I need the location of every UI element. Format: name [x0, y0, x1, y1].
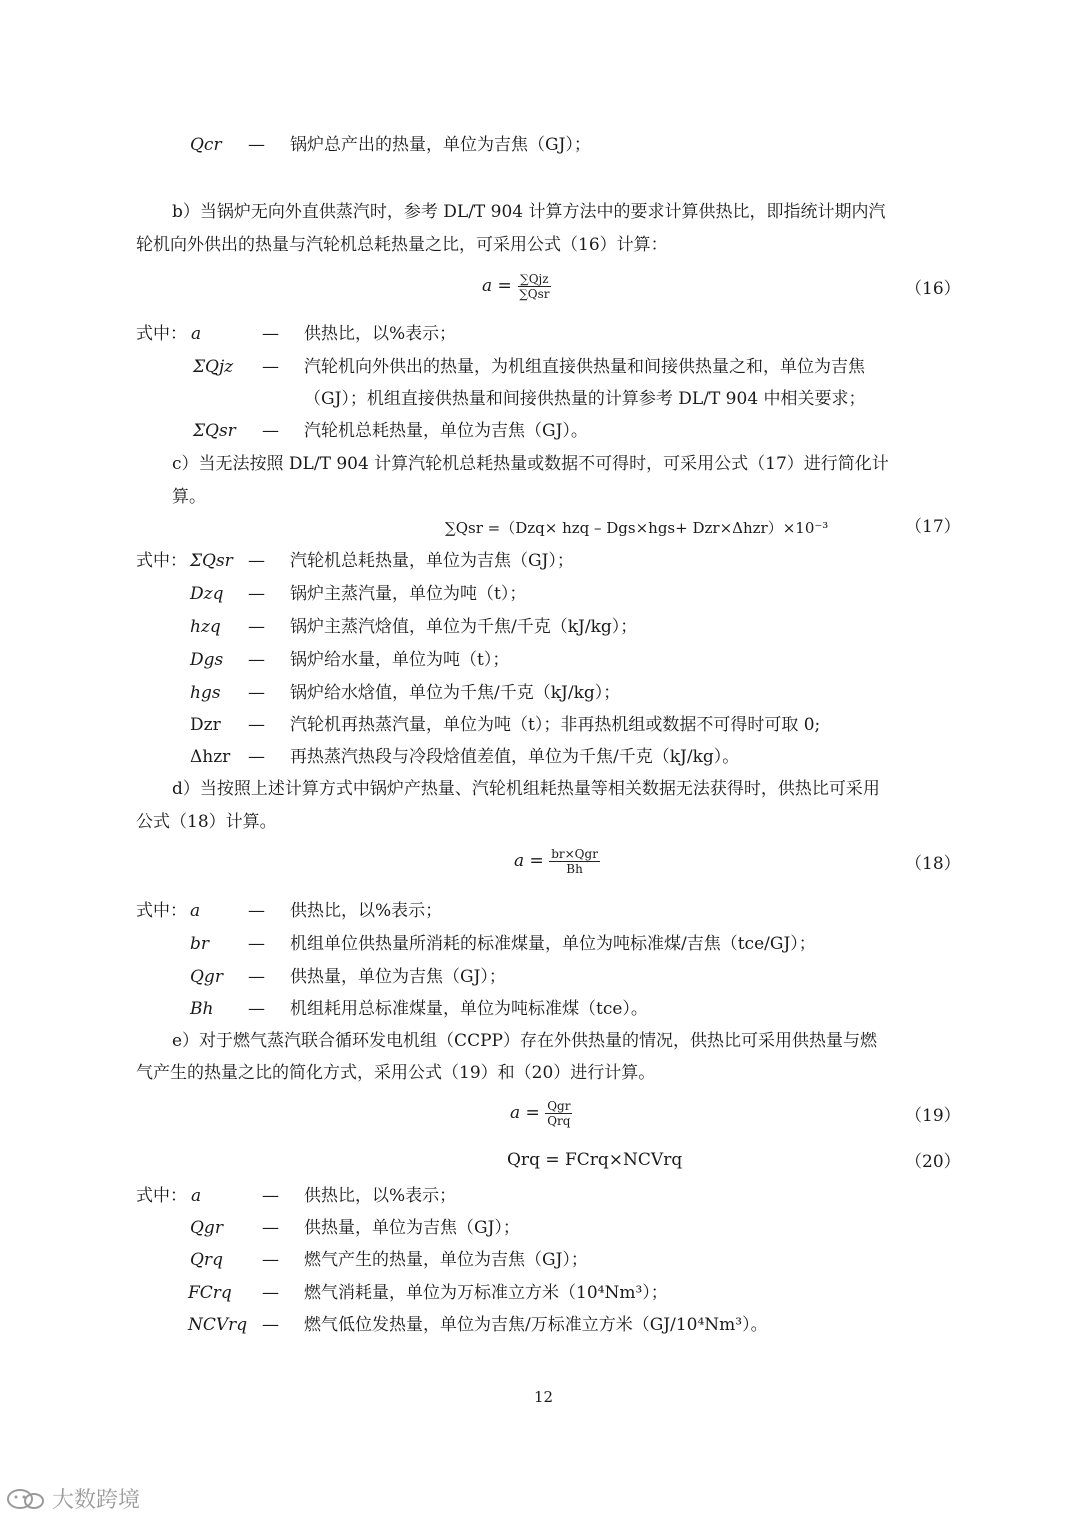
definition-qcr: 锅炉总产出的热量，单位为吉焦（GJ）； — [290, 135, 591, 155]
dash: — — [248, 967, 265, 987]
definition-qgr: 供热量，单位为吉焦（GJ）； — [290, 967, 506, 987]
symbol-br: br — [190, 934, 210, 954]
symbol-hgs: hgs — [190, 683, 221, 703]
dash: — — [262, 1218, 279, 1238]
where-label: 式中： — [136, 551, 187, 571]
eq18-numerator: br×Qgr — [551, 847, 598, 861]
dash: — — [248, 901, 265, 921]
eq18-lhs: a = — [514, 851, 544, 871]
symbol-qrq: Qrq — [190, 1250, 223, 1270]
para-e-line1: e）对于燃气蒸汽联合循环发电机组（CCPP）存在外供热量的情况，供热比可采用供热量与燃 — [172, 1031, 877, 1051]
symbol-fcrq: FCrq — [188, 1283, 232, 1303]
definition-dgs: 锅炉给水量，单位为吨（t）； — [290, 650, 510, 670]
equation-16 — [482, 272, 552, 301]
para-b-line2: 轮机向外供出的热量与汽轮机总耗热量之比，可采用公式（16）计算： — [136, 235, 668, 255]
equation-17: ∑Qsr =（Dzq× hzq – Dgs×hgs+ Dzr×Δhzr）×10⁻³ — [445, 519, 829, 537]
equation-20: Qrq = FCrq×NCVrq — [507, 1150, 683, 1170]
definition-dzr: 汽轮机再热蒸汽量，单位为吨（t）；非再热机组或数据不可得时可取 0; — [290, 715, 821, 735]
equation-number-17: （17） — [905, 517, 961, 537]
watermark — [6, 1483, 140, 1514]
symbol-a: a — [191, 1186, 202, 1206]
symbol-qcr: Qcr — [190, 135, 222, 155]
definition-hzq: 锅炉主蒸汽焓值，单位为千焦/千克（kJ/kg）； — [290, 617, 638, 637]
symbol-a: a — [191, 324, 202, 344]
dash: — — [248, 617, 265, 637]
symbol-dzq: Dzq — [190, 584, 224, 604]
eq19-numerator: Qgr — [547, 1099, 571, 1113]
equation-19 — [510, 1099, 572, 1128]
definition-sum-qsr: 汽轮机总耗热量，单位为吉焦（GJ）。 — [304, 421, 588, 441]
symbol-hzq: hzq — [190, 617, 221, 637]
para-c-line1: c）当无法按照 DL/T 904 计算汽轮机总耗热量或数据不可得时，可采用公式（17）进行简化计 — [172, 454, 889, 474]
para-b-line1: b）当锅炉无向外直供蒸汽时，参考 DL/T 904 计算方法中的要求计算供热比，即指统计期内汽 — [172, 202, 886, 222]
symbol-sum-qsr: ΣQsr — [193, 421, 236, 441]
definition-sum-qsr: 汽轮机总耗热量，单位为吉焦（GJ）； — [290, 551, 574, 571]
dash: — — [262, 1315, 279, 1335]
dash: — — [248, 584, 265, 604]
eq19-lhs: a = — [510, 1103, 540, 1123]
definition-a: 供热比，以%表示； — [304, 324, 457, 344]
para-e-line2: 气产生的热量之比的简化方式，采用公式（19）和（20）进行计算。 — [136, 1063, 656, 1083]
definition-delta-hzr: 再热蒸汽热段与冷段焓值差值，单位为千焦/千克（kJ/kg）。 — [290, 747, 740, 767]
symbol-dzr: Dzr — [190, 715, 221, 735]
equation-number-19: （19） — [905, 1106, 961, 1126]
symbol-sum-qsr: ΣQsr — [190, 551, 233, 571]
definition-a: 供热比，以%表示； — [290, 901, 443, 921]
symbol-bh: Bh — [190, 999, 214, 1019]
dash: — — [262, 421, 279, 441]
symbol-ncvrq: NCVrq — [188, 1315, 248, 1335]
definition-hgs: 锅炉给水焓值，单位为千焦/千克（kJ/kg）； — [290, 683, 621, 703]
definition-bh: 机组耗用总标准煤量，单位为吨标准煤（tce）。 — [290, 999, 648, 1019]
eq19-denominator: Qrq — [547, 1114, 571, 1128]
para-c-line2: 算。 — [172, 487, 206, 507]
dash: — — [248, 999, 265, 1019]
where-label: 式中： — [136, 901, 187, 921]
definition-sum-qjz-cont: （GJ）；机组直接供热量和间接供热量的计算参考 DL/T 904 中相关要求； — [304, 389, 866, 409]
wechat-logo-icon — [6, 1488, 46, 1510]
eq18-denominator: Bh — [566, 862, 583, 876]
equation-18 — [514, 847, 600, 876]
definition-ncvrq: 燃气低位发热量，单位为吉焦/万标准立方米（GJ/10⁴Nm³）。 — [304, 1315, 768, 1335]
dash: — — [248, 683, 265, 703]
eq16-denominator: ∑Qsr — [519, 287, 550, 301]
definition-a: 供热比，以%表示； — [304, 1186, 457, 1206]
symbol-dgs: Dgs — [190, 650, 224, 670]
equation-number-20: （20） — [905, 1152, 961, 1172]
definition-fcrq: 燃气消耗量，单位为万标准立方米（10⁴Nm³）； — [304, 1283, 668, 1303]
dash: — — [262, 1250, 279, 1270]
dash: — — [262, 1283, 279, 1303]
para-d-line2: 公式（18）计算。 — [136, 812, 277, 832]
equation-number-16: （16） — [905, 279, 961, 299]
watermark-text: 大数跨境 — [52, 1488, 141, 1513]
para-d-line1: d）当按照上述计算方式中锅炉产热量、汽轮机组耗热量等相关数据无法获得时，供热比可采用 — [172, 779, 880, 799]
where-label: 式中： — [136, 324, 187, 344]
definition-qrq: 燃气产生的热量，单位为吉焦（GJ）； — [304, 1250, 588, 1270]
dash: — — [262, 1186, 279, 1206]
dash: — — [248, 934, 265, 954]
definition-dzq: 锅炉主蒸汽量，单位为吨（t）； — [290, 584, 527, 604]
page-number: 12 — [534, 1388, 554, 1406]
definition-qgr: 供热量，单位为吉焦（GJ）； — [304, 1218, 520, 1238]
symbol-sum-qjz: ΣQjz — [193, 357, 234, 377]
definition-sum-qjz: 汽轮机向外供出的热量，为机组直接供热量和间接供热量之和，单位为吉焦 — [304, 357, 865, 377]
symbol-qgr: Qgr — [190, 967, 223, 987]
dash: — — [262, 324, 279, 344]
dash: — — [248, 135, 265, 155]
symbol-a: a — [190, 901, 201, 921]
symbol-delta-hzr: Δhzr — [190, 747, 231, 767]
symbol-qgr: Qgr — [190, 1218, 223, 1238]
dash: — — [248, 747, 265, 767]
definition-br: 机组单位供热量所消耗的标准煤量，单位为吨标准煤/吉焦（tce/GJ）； — [290, 934, 816, 954]
eq16-numerator: ∑Qjz — [520, 272, 549, 286]
where-label: 式中： — [136, 1186, 187, 1206]
dash: — — [248, 715, 265, 735]
dash: — — [262, 357, 279, 377]
dash: — — [248, 551, 265, 571]
dash: — — [248, 650, 265, 670]
equation-number-18: （18） — [905, 854, 961, 874]
eq16-lhs: a = — [482, 276, 512, 296]
